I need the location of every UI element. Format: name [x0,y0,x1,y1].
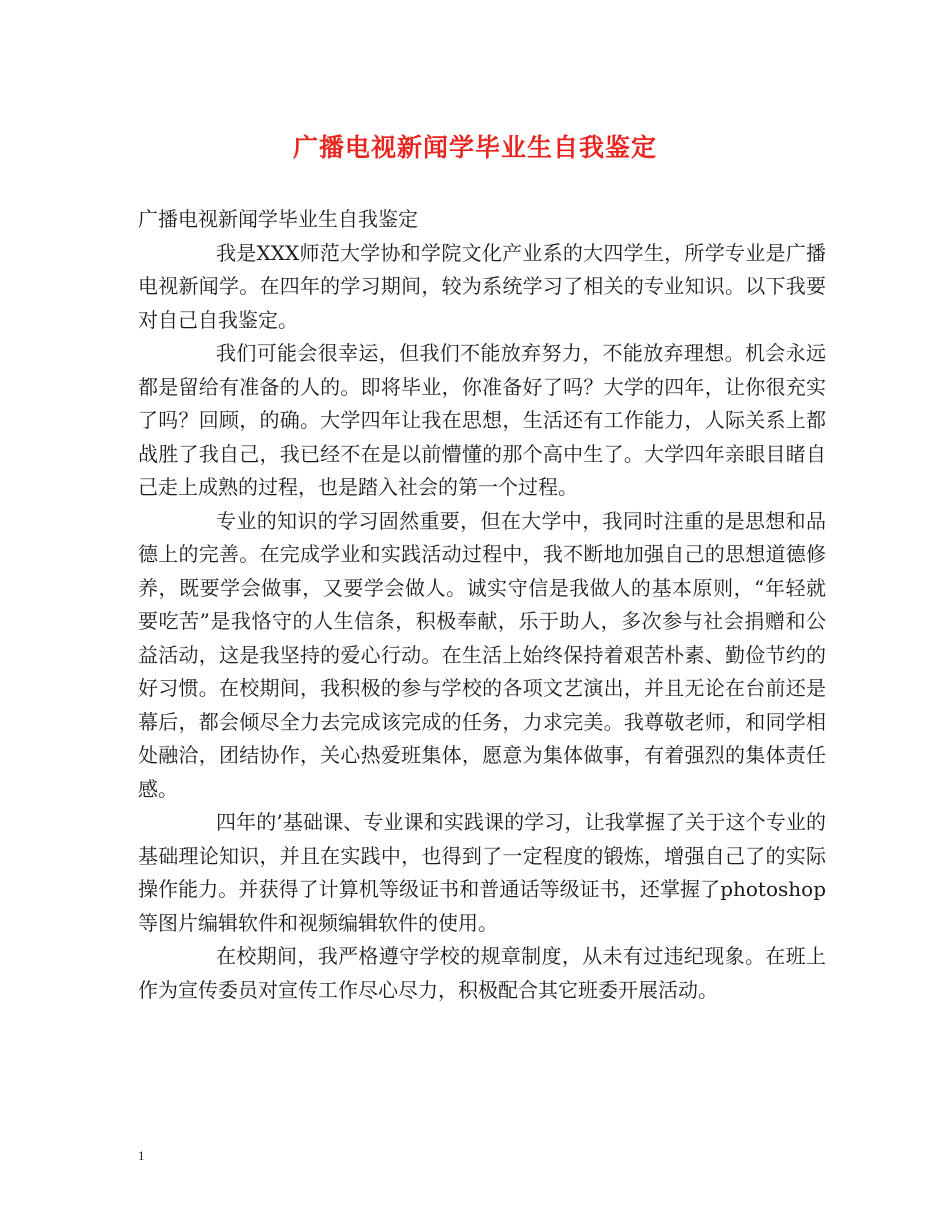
document-title: 广播电视新闻学毕业生自我鉴定 [292,133,657,162]
paragraph-4: 四年的’基础课、专业课和实践课的学习，让我掌握了关于这个专业的基础理论知识，并且在实践中，也得到了一定程度的锻炼，增强自己了的实际操作能力。并获得了计算机等级证书和普通话等级证书，还掌握了photoshop等图片编辑软件和视频编辑软件的使用。 [138,810,826,935]
document-subtitle: 广播电视新闻学毕业生自我鉴定 [138,207,418,231]
paragraph-2: 我们可能会很幸运，但我们不能放弃努力，不能放弃理想。机会永远都是留给有准备的人的。即将毕业，你准备好了吗？大学的四年，让你很充实了吗？回顾，的确。大学四年让我在思想，生活还有工作能力，人际关系上都战胜了我自己，我已经不在是以前懵懂的那个高中生了。大学四年亲眼目睹自己走上成熟的过程，也是踏入社会的第一个过程。 [138,341,826,499]
paragraph-3: 专业的知识的学习固然重要，但在大学中，我同时注重的是思想和品德上的完善。在完成学业和实践活动过程中，我不断地加强自己的思想道德修养，既要学会做事，又要学会做人。诚实守信是我做人的基本原则，“年轻就要吃苦”是我恪守的人生信条，积极奉献，乐于助人，多次参与社会捐赠和公益活动，这是我坚持的爱心行动。在生活上始终保持着艰苦朴素、勤俭节约的好习惯。在校期间，我积极的参与学校的各项文艺演出，并且无论在台前还是幕后，都会倾尽全力去完成该完成的任务，力求完美。我尊敬老师，和同学相处融洽，团结协作，关心热爱班集体，愿意为集体做事，有着强烈的集体责任感。 [138,508,826,801]
paragraph-5: 在校期间，我严格遵守学校的规章制度，从未有过违纪现象。在班上作为宣传委员对宣传工作尽心尽力，积极配合其它班委开展活动。 [138,944,826,1002]
document-body [138,203,826,1007]
page-number: 1 [138,1148,145,1163]
paragraph-1: 我是XXX师范大学协和学院文化产业系的大四学生，所学专业是广播电视新闻学。在四年的学习期间，较为系统学习了相关的专业知识。以下我要对自己自我鉴定。 [138,240,826,332]
